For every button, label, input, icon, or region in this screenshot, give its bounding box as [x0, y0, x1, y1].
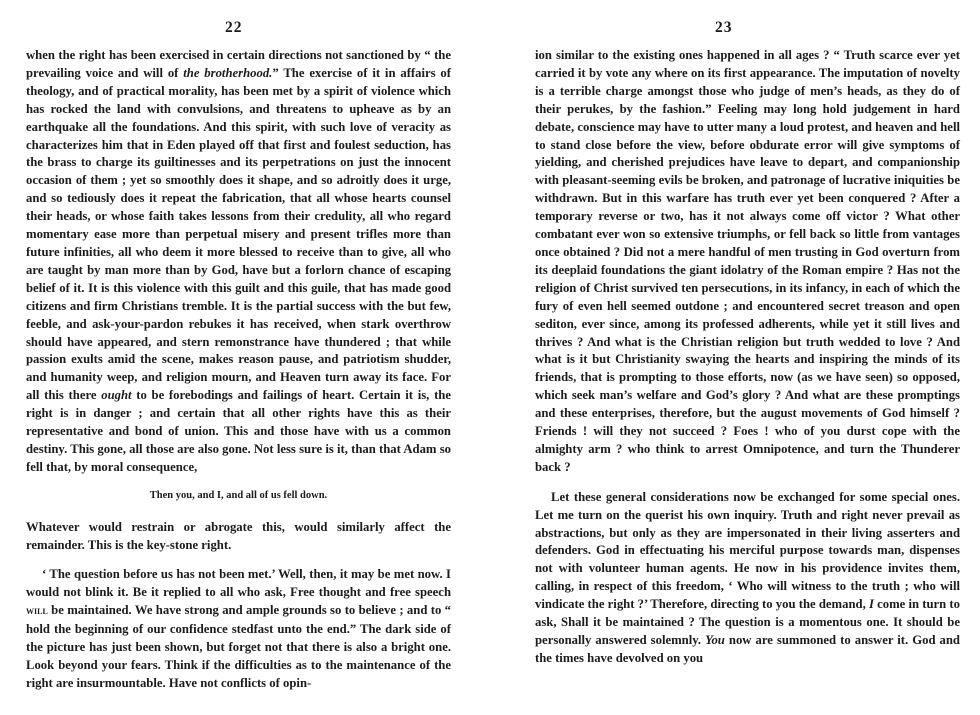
right-paragraph-2-text-c: now are summoned to answer it. God and the times have devolved on you — [535, 633, 960, 665]
left-paragraph-1-text-c: to be forebodings and failings of heart. Certain it is, the right is in danger ; and certain that all other rights have this as their representative and bond of union. This and those have with us a common destiny. This gone, all those are also gone. Not less sure is it, than that Adam so fell that, by moral consequence, — [26, 388, 451, 474]
right-paragraph-2 — [535, 489, 960, 668]
left-paragraph-3-text-b: be maintained. We have strong and ample grounds so to believe ; and to “ hold the beginning of our confidence stedfast unto the end.” The dark side of the picture has just been shown, but forget not that there is also a bright one. Look beyond your fears. Think if the difficulties as to the maintenance of the right are insurmountable. Have not conflicts of opin- — [26, 603, 451, 690]
left-paragraph-1-text-b: ” The exercise of it in affairs of theology, and of practical morality, has been met by a spirit of violence which has rocked the land with convulsions, and threatens to upheave as by an earthquake all the foundations. And this spirit, with such love of veracity as characterizes him that in Eden played off that first and foulest seduction, has the brass to charge its guiltinesses and its perpetrations on just the innocent occasion of them ; yet so smoothly does it shape, and so adroitly does it urge, and so tediously does it repeat the fabrication, that all whose hearts counsel their heads, or whose faith takes lessons from their credulity, all who regard momentary ease more than perpetual misery and present trifles more than future infinities, all who deem it more blessed to receive than to give, all who are taught by man more than by God, have but a forlorn chance of escaping belief of it. It is this violence with this guilt and this guile, that has made good citizens and firm Christians tremble. It is the partial success with the but few, feeble, and ask-your-pardon rebukes it has received, when stark overthrow should have appeared, and stern remonstrance have thundered ; that while passion exults amid the scene, makes reason pause, and patriotism shudder, and humanity weep, and religion mourn, and Heaven turn away its face. For all this there — [26, 65, 452, 403]
left-paragraph-3-text: ‘ The question before us has not been met.’ Well, then, it may be met now. I would not blink it. Be it replied to all who ask, Free thought and free speech — [26, 567, 451, 600]
left-paragraph-1-italic: the brotherhood. — [183, 65, 273, 80]
right-paragraph-2-italic-2: You — [705, 633, 725, 647]
right-page-text — [535, 47, 960, 668]
left-paragraph-1-italic-2: ought — [101, 388, 132, 403]
left-page-text — [26, 47, 451, 693]
right-paragraph-2-text: Let these general considerations now be exchanged for some special ones. Let me turn on the querist his own inquiry. Truth and right never prevail as abstractions, but only as they are impersonated in their living asserters and defenders. God in effectuating his merciful purpose towards man, dispenses not with volunteer human agents. He now in his providence invites them, calling, in respect of this freedom, ‘ Who will witness to the truth ; who will vindicate the right ?’ Therefore, directing to you the demand, — [535, 489, 960, 612]
left-paragraph-3 — [26, 566, 451, 692]
left-paragraph-1-text: when the right has been exercised in certain directions not sanctioned by “ the prevailing voice and will of — [26, 48, 451, 80]
right-paragraph-1: ion similar to the existing ones happened in all ages ? “ Truth scarce ever yet carried it by vote any where on its first appearance. The imputation of novelty is a terrible charge amongst those who judge of men’s heads, as they do of their perukes, by the fashion.” Feeling may long hold judgement in hard debate, conscience may have to utter many a loud protest, and heaven and hell to stand close before the view, before obdurate error will give symptoms of yielding, and cherished prejudices have leave to depart, and companionship with pleasant-seeming evils be broken, and patronage of lucrative iniquities be withdrawn. But in this warfare has truth ever yet been conquered ? After a temporary reverse or two, has it not always come off victor ? What other combatant ever won so extensive triumphs, or fell back so little from vantages once obtained ? Did not a mere handful of men trusting in God overturn from its deeplaid foundations the giant idolatry of the Roman empire ? Has not the religion of Christ survived ten persecutions, in its infancy, in each of which the fury of even hell seemed outdone ; and encountered secret treason and open sediton, ever since, among its professed adherents, while yet it still lives and thrives ? And what is the Christian religion but truth wedded to love ? And what is it but Christianity swaying the hearts and inspiring the minds of its friends, that is prompting to those efforts, now (as we have seen) so opposed, which seek man’s welfare and God’s glory ? And what are these promptings and these enterprises, therefore, but the august movements of God himself ? Friends ! will they not succeed ? Foes ! who of you durst cope with the almighty arm ? who think to arrest Omnipotence, and turn the Thunderer back ? — [535, 48, 960, 474]
left-paragraph-3-smallcaps: will — [26, 605, 48, 618]
left-paragraph-2: Whatever would restrain or abrogate this, would similarly affect the remainder. This is the key-stone right. — [26, 519, 451, 552]
left-paragraph-1 — [26, 47, 451, 477]
right-page-number: 23 — [715, 19, 733, 36]
right-paragraph-2-text-b: come in turn to ask, Shall it be maintained ? The question is a momentous one. It should be personally answered solemnly. — [535, 597, 961, 647]
left-page-number: 22 — [225, 19, 243, 36]
verse-line: Then you, and I, and all of us fell down. — [149, 489, 328, 501]
right-page — [490, 0, 980, 715]
right-paragraph-2-italic: I — [868, 597, 874, 612]
